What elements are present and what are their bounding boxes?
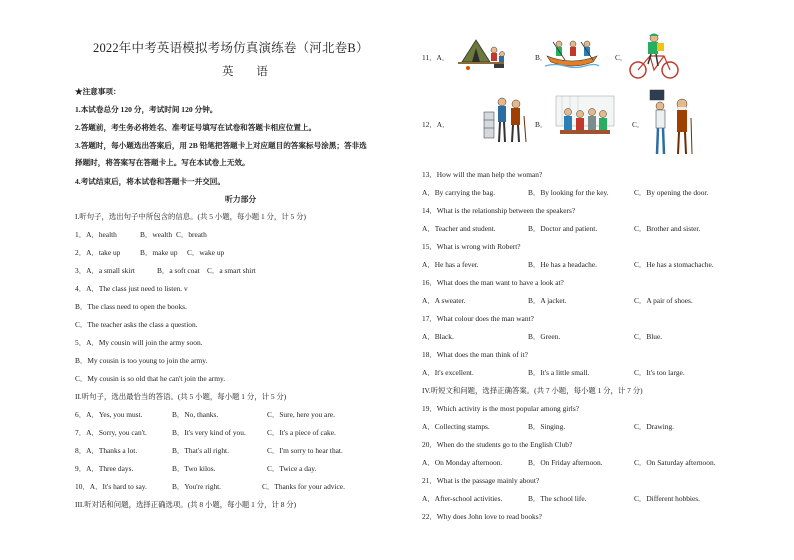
q10-option-b: B．You're right. xyxy=(172,482,222,491)
q4-option-c: C．The teacher asks the class a question. xyxy=(75,320,198,329)
q19-option-c: C．Drawing. xyxy=(634,422,675,431)
q1-option-b: B．wealth xyxy=(140,230,173,239)
q13-question: 13．How will the man help the woman? xyxy=(422,170,543,179)
q10-option-c: C．Thanks for your advice. xyxy=(262,482,345,491)
q17-option-c: C．Blue. xyxy=(634,332,663,341)
q18-option-c: C．It's too large. xyxy=(634,368,685,377)
q18-option-a: A．It's excellent. xyxy=(422,368,474,377)
cycling-picture xyxy=(628,32,680,80)
q5-option-c: C．My cousin is so old that he can't join the army. xyxy=(75,374,226,383)
q13-option-c: C．By opening the door. xyxy=(634,188,709,197)
note-item: 1.本试卷总分 120 分，考试时间 120 分钟。 xyxy=(75,105,218,114)
q21-option-c: C．Different hobbies. xyxy=(634,494,700,503)
listening-heading: 听力部分 xyxy=(225,195,257,204)
q15-option-a: A．He has a fever. xyxy=(422,260,479,269)
q19-option-b: B．Singing. xyxy=(528,422,566,431)
q7-option-c: C．It's a piece of cake. xyxy=(267,428,336,437)
q15-question: 15．What is wrong with Robert? xyxy=(422,242,521,251)
q16-question: 16．What does the man want to have a look at? xyxy=(422,278,564,287)
q8-option-a: 8．A．Thanks a lot. xyxy=(75,446,138,455)
q11-label-a: 11．A． xyxy=(422,53,450,62)
subject-title: 英 语 xyxy=(222,66,278,78)
q3-option-b: B．a soft coat xyxy=(157,266,200,275)
q7-option-a: 7．A．Sorry, you can't. xyxy=(75,428,147,437)
q10-option-a: 10．A．It's hard to say. xyxy=(75,482,147,491)
q17-question: 17．What colour does the man want? xyxy=(422,314,534,323)
q8-option-b: B．That's all right. xyxy=(172,446,229,455)
camping-picture xyxy=(456,36,508,72)
q21-question: 21．What is the passage mainly about? xyxy=(422,476,540,485)
rafting-picture xyxy=(545,36,599,68)
part1-heading: I.听句子，选出句子中所包含的信息。(共 5 小题，每小题 1 分，计 5 分) xyxy=(75,212,306,221)
q3-option-c: C．a smart shirt xyxy=(207,266,256,275)
q20-option-a: A．On Monday afternoon. xyxy=(422,458,503,467)
helping-elder-picture xyxy=(484,94,528,146)
page-title: 2022年中考英语模拟考场仿真演练卷（河北卷B） xyxy=(93,41,369,55)
carrying-box-picture xyxy=(650,88,694,158)
note-item: 4.考试结束后，将本试卷和答题卡一并交回。 xyxy=(75,177,225,186)
q7-option-b: B．It's very kind of you. xyxy=(172,428,246,437)
q19-option-a: A．Collecting stamps. xyxy=(422,422,490,431)
part3-heading: III.听对话和问题，选择正确选项。(共 8 小题，每小题 1 分，计 8 分) xyxy=(75,500,297,509)
q2-option-b: B．make up xyxy=(140,248,178,257)
q18-option-b: B．It's a little small. xyxy=(528,368,590,377)
q3-option-a: 3．A．a small skirt xyxy=(75,266,135,275)
q16-option-a: A．A sweater. xyxy=(422,296,466,305)
q15-option-c: C．He has a stomachache. xyxy=(634,260,714,269)
nursing-home-picture xyxy=(556,96,614,140)
q21-option-b: B．The school life. xyxy=(528,494,587,503)
q2-option-a: 2．A．take up xyxy=(75,248,121,257)
q9-option-b: B．Two kilos. xyxy=(172,464,216,473)
note-item: 择题时，将答案写在答题卡上。写在本试卷上无效。 xyxy=(75,158,250,167)
q14-question: 14．What is the relationship between the speakers? xyxy=(422,206,576,215)
q14-option-a: A．Teacher and student. xyxy=(422,224,496,233)
q1-option-c: C．breath xyxy=(176,230,207,239)
q6-option-a: 6．A．Yes, you must. xyxy=(75,410,143,419)
q4-option-a: 4．A．The class just need to listen. v xyxy=(75,284,188,293)
q13-option-a: A．By carrying the bag. xyxy=(422,188,496,197)
q15-option-b: B．He has a headache. xyxy=(528,260,597,269)
q20-option-b: B．On Friday afternoon. xyxy=(528,458,603,467)
q9-option-c: C．Twice a day. xyxy=(267,464,317,473)
q12-label-b: B． xyxy=(535,120,548,129)
q8-option-c: C．I'm sorry to hear that. xyxy=(267,446,343,455)
q6-option-b: B．No, thanks. xyxy=(172,410,219,419)
q16-option-b: B．A jacket. xyxy=(528,296,567,305)
q11-label-c: C． xyxy=(615,53,628,62)
q21-option-a: A．After-school activities. xyxy=(422,494,503,503)
q20-question: 20．When do the students go to the English Club? xyxy=(422,440,573,449)
q12-label-c: C． xyxy=(632,120,645,129)
q18-question: 18．What does the man think of it? xyxy=(422,350,528,359)
part2-heading: II.听句子，选出最恰当的答语。(共 5 小题，每小题 1 分，计 5 分) xyxy=(75,392,287,401)
q4-option-b: B．The class need to open the books. xyxy=(75,302,187,311)
q14-option-b: B．Doctor and patient. xyxy=(528,224,598,233)
notes-heading: ★注意事项： xyxy=(75,87,121,96)
part4-heading: IV.听短文和问题，选择正确答案。(共 7 小题，每小题 1 分，计 7 分) xyxy=(422,386,643,395)
q12-label-a: 12．A． xyxy=(422,120,450,129)
q13-option-b: B．By looking for the key. xyxy=(528,188,609,197)
q5-option-b: B．My cousin is too young to join the army. xyxy=(75,356,208,365)
note-item: 3.答题时，每小题选出答案后，用 2B 铅笔把答题卡上对应题目的答案标号涂黑；答非选 xyxy=(75,141,367,150)
q6-option-c: C．Sure, here you are. xyxy=(267,410,335,419)
q5-option-a: 5．A．My cousin will join the army soon. xyxy=(75,338,203,347)
q16-option-c: C．A pair of shoes. xyxy=(634,296,693,305)
q9-option-a: 9．A．Three days. xyxy=(75,464,134,473)
q19-question: 19．Which activity is the most popular among girls? xyxy=(422,404,580,413)
q22-question: 22．Why does John love to read books? xyxy=(422,512,542,521)
note-item: 2.答题前，考生务必将姓名、准考证号填写在试卷和答题卡相应位置上。 xyxy=(75,123,317,132)
q17-option-b: B．Green. xyxy=(528,332,561,341)
q11-label-b: B． xyxy=(535,53,548,62)
q17-option-a: A．Black. xyxy=(422,332,454,341)
q20-option-c: C．On Saturday afternoon. xyxy=(634,458,716,467)
q1-option-a: 1．A．health xyxy=(75,230,117,239)
q14-option-c: C．Brother and sister. xyxy=(634,224,701,233)
q2-option-c: C．wake up xyxy=(187,248,225,257)
